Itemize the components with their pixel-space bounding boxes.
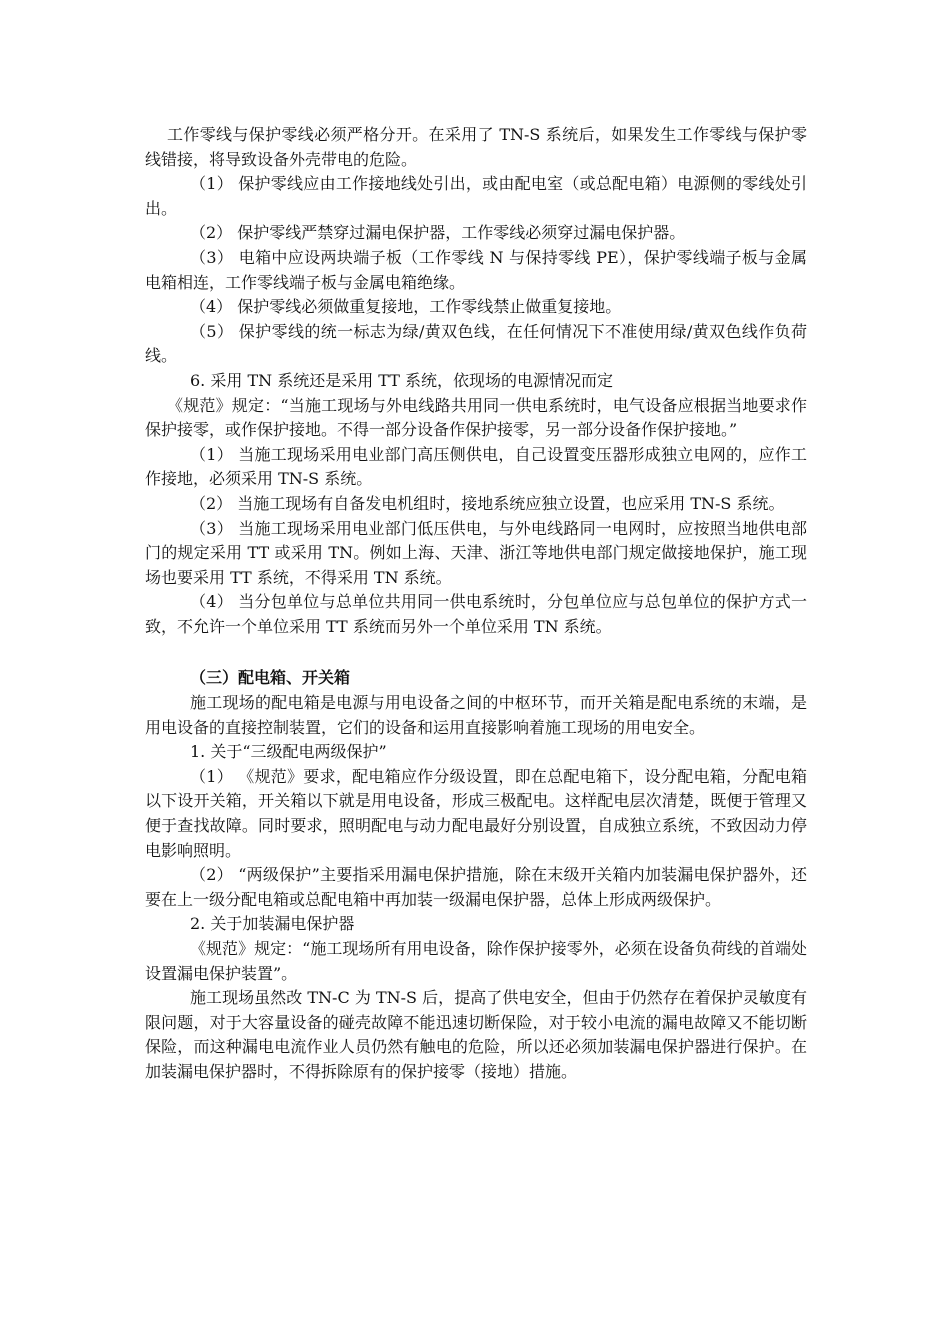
paragraph-leakage-protector: 施工现场虽然改 TN-C 为 TN-S 后，提高了供电安全，但由于仍然存在着保护灵敏度有限问题，对于大容量设备的碰壳故障不能迅速切断保险，对于较小电流的漏电故障又不能切断保险，而这种漏电电流作业人员仍然有触电的危险，所以还必须加装漏电保护器进行保护。在加装漏电保护器时，不得拆除原有的保护接零（接地）措施。 xyxy=(145,988,807,1081)
section-6-title: 6. 采用 TN 系统还是采用 TT 系统，依现场的电源情况而定 xyxy=(190,370,614,390)
list-item-6-2: （2） 当施工现场有自备发电机组时，接地系统应独立设置，也应采用 TN-S 系统。 xyxy=(190,493,785,513)
list-item-6-1: （1） 当施工现场采用电业部门高压侧供电，自己设置变压器形成独立电网的，应作工作接地，必须采用 TN-S 系统。 xyxy=(145,444,807,489)
subsection-1-title: 1. 关于“三级配电两级保护” xyxy=(190,742,387,762)
paragraph-distribution-intro: 施工现场的配电箱是电源与用电设备之间的中枢环节，而开关箱是配电系统的末端，是用电设备的直接控制装置，它们的设备和运用直接影响着施工现场的用电安全。 xyxy=(145,693,807,737)
document-page xyxy=(145,123,807,1085)
list-item-s1-1: （1） 《规范》要求，配电箱应作分级设置，即在总配电箱下，设分配电箱，分配电箱以下设开关箱，开关箱以下就是用电设备，形成三极配电。这样配电层次清楚，既便于管理又便于查找故障。同时要求，照明配电与动力配电最好分别设置，自成独立系统，不致因动力停电影响照明。 xyxy=(145,766,807,860)
paragraph-spec-leakage: 《规范》规定：“施工现场所有用电设备，除作保护接零外，必须在设备负荷线的首端处设置漏电保护装置”。 xyxy=(145,939,807,983)
list-item-1: （1） 保护零线应由工作接地线处引出，或由配电室（或总配电箱）电源侧的零线处引出。 xyxy=(145,174,807,218)
paragraph-neutral-separation: 工作零线与保护零线必须严格分开。在采用了 TN-S 系统后，如果发生工作零线与保护零线错接，将导致设备外壳带电的危险。 xyxy=(145,125,807,169)
list-item-3: （3） 电箱中应设两块端子板（工作零线 N 与保持零线 PE），保护零线端子板与金属电箱相连，工作零线端子板与金属电箱绝缘。 xyxy=(145,247,807,292)
subsection-2-title: 2. 关于加装漏电保护器 xyxy=(190,914,355,934)
list-item-4: （4） 保护零线必须做重复接地，工作零线禁止做重复接地。 xyxy=(190,297,622,317)
section-heading-distribution-box: （三）配电箱、开关箱 xyxy=(190,668,351,688)
list-item-5: （5） 保护零线的统一标志为绿/黄双色线，在任何情况下不准使用绿/黄双色线作负荷线。 xyxy=(145,321,807,366)
paragraph-spec-quote: 《规范》规定：“当施工现场与外电线路共用同一供电系统时，电气设备应根据当地要求作保护接零，或作保护接地。不得一部分设备作保护接零，另一部分设备作保护接地。” xyxy=(145,395,807,440)
list-item-2: （2） 保护零线严禁穿过漏电保护器，工作零线必须穿过漏电保护器。 xyxy=(190,223,686,243)
list-item-6-3: （3） 当施工现场采用电业部门低压供电，与外电线路同一电网时，应按照当地供电部门的规定采用 TT 或采用 TN。例如上海、天津、浙江等地供电部门规定做接地保护，施工现场也要采用 TT 系统，不得采用 TN 系统。 xyxy=(145,518,807,587)
list-item-6-4: （4） 当分包单位与总单位共用同一供电系统时，分包单位应与总包单位的保护方式一致，不允许一个单位采用 TT 系统而另外一个单位采用 TN 系统。 xyxy=(145,592,807,636)
list-item-s1-2: （2） “两级保护”主要指采用漏电保护措施，除在末级开关箱内加装漏电保护器外，还要在上一级分配电箱或总配电箱中再加装一级漏电保护器，总体上形成两级保护。 xyxy=(145,865,807,909)
